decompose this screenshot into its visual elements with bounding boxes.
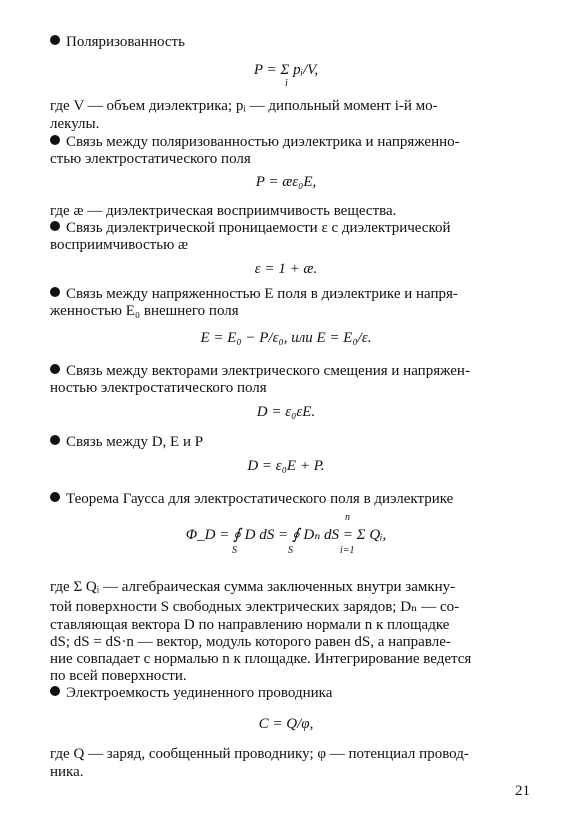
sum-lower-index: i=1 (340, 545, 355, 556)
bullet-icon (50, 364, 60, 374)
formula-gauss: Φ_D = ∮ D dS = ∮ Dₙ dS = Σ Qᵢ, (185, 527, 387, 543)
formula-relation-de: D = ε₀εE. (256, 404, 316, 420)
heading-relation-eps-1: Связь диэлектрической проницаемости ε с диэлектрической (50, 219, 530, 237)
surface-label-2: S (288, 545, 293, 556)
bullet-icon (50, 686, 60, 696)
desc-capacitance-1: где Q — заряд, сообщенный проводнику; φ — потенциал провод- (50, 746, 469, 762)
heading-relation-de-2: ностью электростатического поля (50, 380, 267, 396)
heading-capacitance: Электроемкость уединенного проводника (50, 684, 530, 702)
formula-capacitance: C = Q/φ, (258, 716, 314, 732)
desc-polarization-1: где V — объем диэлектрика; pᵢ — дипольный момент i-й мо- (50, 98, 438, 114)
heading-relation-e-2: женностью E₀ внешнего поля (50, 303, 239, 319)
desc-capacitance-2: ника. (50, 764, 84, 780)
desc-gauss-3: ставляющая вектора D по направлению нормали n к площадке (50, 617, 450, 633)
desc-gauss-4: dS; dS = dS·n — вектор, модуль которого равен dS, а направле- (50, 634, 451, 650)
formula-relation-eps: ε = 1 + æ. (254, 261, 318, 277)
heading-relation-dep: Связь между D, E и P (50, 433, 530, 451)
page-number: 21 (515, 783, 530, 799)
bullet-icon (50, 35, 60, 45)
formula-relation-dep: D = ε₀E + P. (247, 458, 325, 474)
formula-polarization: P = Σ pᵢ/V, (253, 62, 319, 78)
bullet-icon (50, 221, 60, 231)
heading-relation-pe-1: Связь между поляризованностью диэлектрика и напряженно- (50, 133, 530, 151)
desc-gauss-2: той поверхности S свободных электрических зарядов; Dₙ — со- (50, 599, 460, 615)
formula-relation-pe: P = æε₀E, (255, 174, 317, 190)
heading-gauss: Теорема Гаусса для электростатического поля в диэлектрике (50, 490, 530, 508)
sum-upper-index: n (345, 512, 350, 523)
surface-label-1: S (232, 545, 237, 556)
desc-relation-pe: где æ — диэлектрическая восприимчивость вещества. (50, 203, 397, 219)
desc-gauss-1: где Σ Qᵢ — алгебраическая сумма заключенных внутри замкну- (50, 579, 456, 595)
desc-gauss-6: по всей поверхности. (50, 668, 187, 684)
bullet-icon (50, 492, 60, 502)
heading-relation-eps-2: восприимчивостью æ (50, 237, 189, 253)
bullet-icon (50, 435, 60, 445)
desc-gauss-5: ние совпадает с нормалью n к площадке. Интегрирование ведется (50, 651, 472, 667)
heading-relation-de-1: Связь между векторами электрического смещения и напряжен- (50, 362, 530, 380)
sum-index: i (285, 78, 288, 89)
heading-relation-e-1: Связь между напряженностью E поля в диэлектрике и напря- (50, 285, 530, 303)
heading-polarization: Поляризованность (50, 33, 530, 51)
desc-polarization-2: лекулы. (50, 116, 100, 132)
formula-relation-e: E = E₀ − P/ε₀, или E = E₀/ε. (200, 330, 372, 346)
bullet-icon (50, 135, 60, 145)
bullet-icon (50, 287, 60, 297)
heading-relation-pe-2: стью электростатического поля (50, 151, 251, 167)
